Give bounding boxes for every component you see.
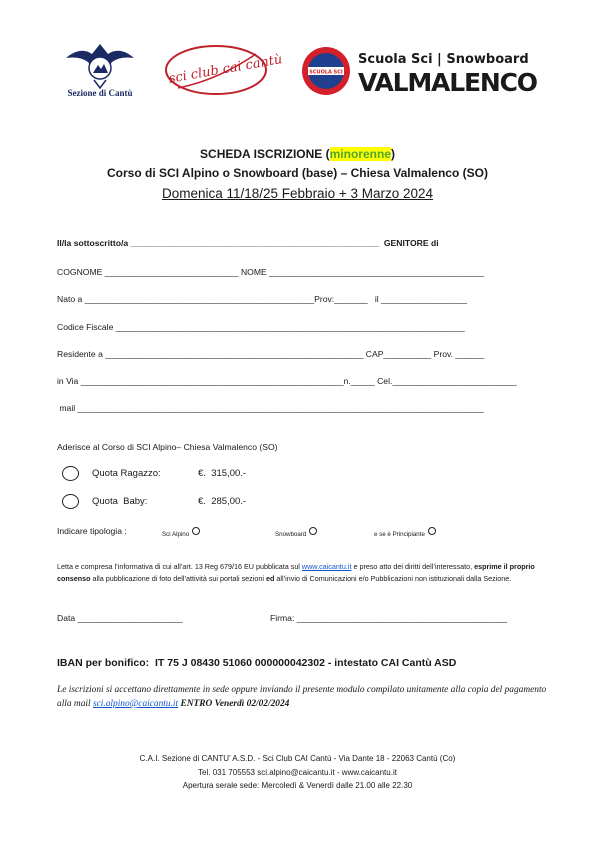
valmalenco-badge-text: SCUOLA SCI: [309, 69, 343, 76]
row-nascita[interactable]: Nato a ________________________________________________Prov:_______ il __________________: [57, 294, 468, 304]
row-residenza[interactable]: Residente a ______________________________________________________ CAP__________ Prov. ______: [57, 349, 485, 359]
date-field[interactable]: Data ______________________: [57, 613, 183, 623]
course-dates: Domenica 11/18/25 Febbraio + 3 Marzo 2024: [161, 186, 434, 201]
caicantu-link[interactable]: www.caicantu.it: [301, 562, 352, 571]
footer-hours: Apertura serale sede: Mercoledì & Venerdì dalle 21.00 alle 22.30: [182, 781, 413, 790]
tipologia-principiante[interactable]: e se è Principiante: [374, 527, 436, 538]
quota-ragazzo-label: Quota Ragazzo:: [92, 468, 161, 479]
footer-contacts: Tel. 031 705553 sci.alpino@caicantu.it - www.caicantu.it: [198, 767, 397, 777]
valmalenco-logo-line1: Scuola Sci | Snowboard: [358, 52, 529, 67]
footer-address: C.A.I. Sezione di CANTU’ A.S.D. - Sci Club CAI Cantù - Via Dante 18 - 22063 Cantù (Co): [139, 754, 456, 763]
quota-ragazzo-radio[interactable]: [62, 466, 79, 481]
iban-line: IBAN per bonifico: IT 75 J 08430 51060 000000042302 - intestato CAI Cantù ASD: [57, 657, 457, 669]
tipologia-snowboard[interactable]: Snowboard: [275, 527, 317, 538]
valmalenco-logo-line2: VALMALENCO: [358, 68, 538, 97]
row-sottoscritto[interactable]: Il/la sottoscritto/a ____________________________________________________ GENITORE di: [57, 238, 439, 248]
snowboard-radio: [309, 527, 317, 535]
row-mail[interactable]: mail _____________________________________________________________________________________: [57, 403, 484, 413]
row-indirizzo[interactable]: in Via _______________________________________________________n._____ Cel.__________________________: [57, 376, 517, 386]
cai-logo-caption: Sezione di Cantù: [67, 88, 133, 98]
tipologia-sci-alpino[interactable]: Sci Alpino: [162, 527, 200, 538]
quota-baby-price: €. 285,00.-: [198, 496, 247, 507]
principiante-radio: [428, 527, 436, 535]
quota-baby-radio[interactable]: [62, 494, 79, 509]
privacy-consent-text: Letta e compresa l’informativa di cui all’art. 13 Reg 679/16 EU pubblicata sul www.caicantu.it e preso atto dei diritti dell’interessato, esprime il proprio consenso alla pubblicazione di foto dell’attività sui portali sezioni ed all’invio di Comunicazioni e/o Pubblicazioni non istituzionali dalla Sezione.: [57, 562, 535, 584]
valmalenco-logo: [300, 45, 550, 97]
quota-ragazzo-price: €. 315,00.-: [198, 468, 247, 479]
registration-notice: Le iscrizioni si accettano direttamente in sede oppure inviando il presente modulo compilato unitamente alla copia del pagamento alla mail sci.alpino@caicantu.it ENTRO Venerdì 02/02/2024: [57, 685, 547, 709]
quota-baby-label: Quota Baby:: [92, 496, 148, 507]
course-subtitle: Corso di SCI Alpino o Snowboard (base) – Chiesa Valmalenco (SO): [107, 166, 488, 180]
sci-club-logo-text: sci club cai cantù: [167, 52, 284, 87]
notice-email-link[interactable]: sci.alpino@caicantu.it: [92, 699, 179, 709]
footer: [0, 752, 595, 793]
sci-club-logo: [158, 40, 284, 102]
minorenne-highlight: minorenne: [329, 147, 391, 161]
tipologia-label: Indicare tipologia :: [57, 526, 127, 536]
course-heading: Aderisce al Corso di SCI Alpino– Chiesa Valmalenco (SO): [57, 442, 278, 452]
row-codice-fiscale[interactable]: Codice Fiscale _________________________________________________________________________: [57, 322, 465, 332]
form-title: SCHEDA ISCRIZIONE (minorenne): [200, 147, 395, 161]
signature-field[interactable]: Firma: ____________________________________________: [270, 613, 508, 623]
sci-alpino-radio: [192, 527, 200, 535]
row-cognome-nome[interactable]: COGNOME ____________________________ NOME _____________________________________________: [57, 267, 485, 277]
